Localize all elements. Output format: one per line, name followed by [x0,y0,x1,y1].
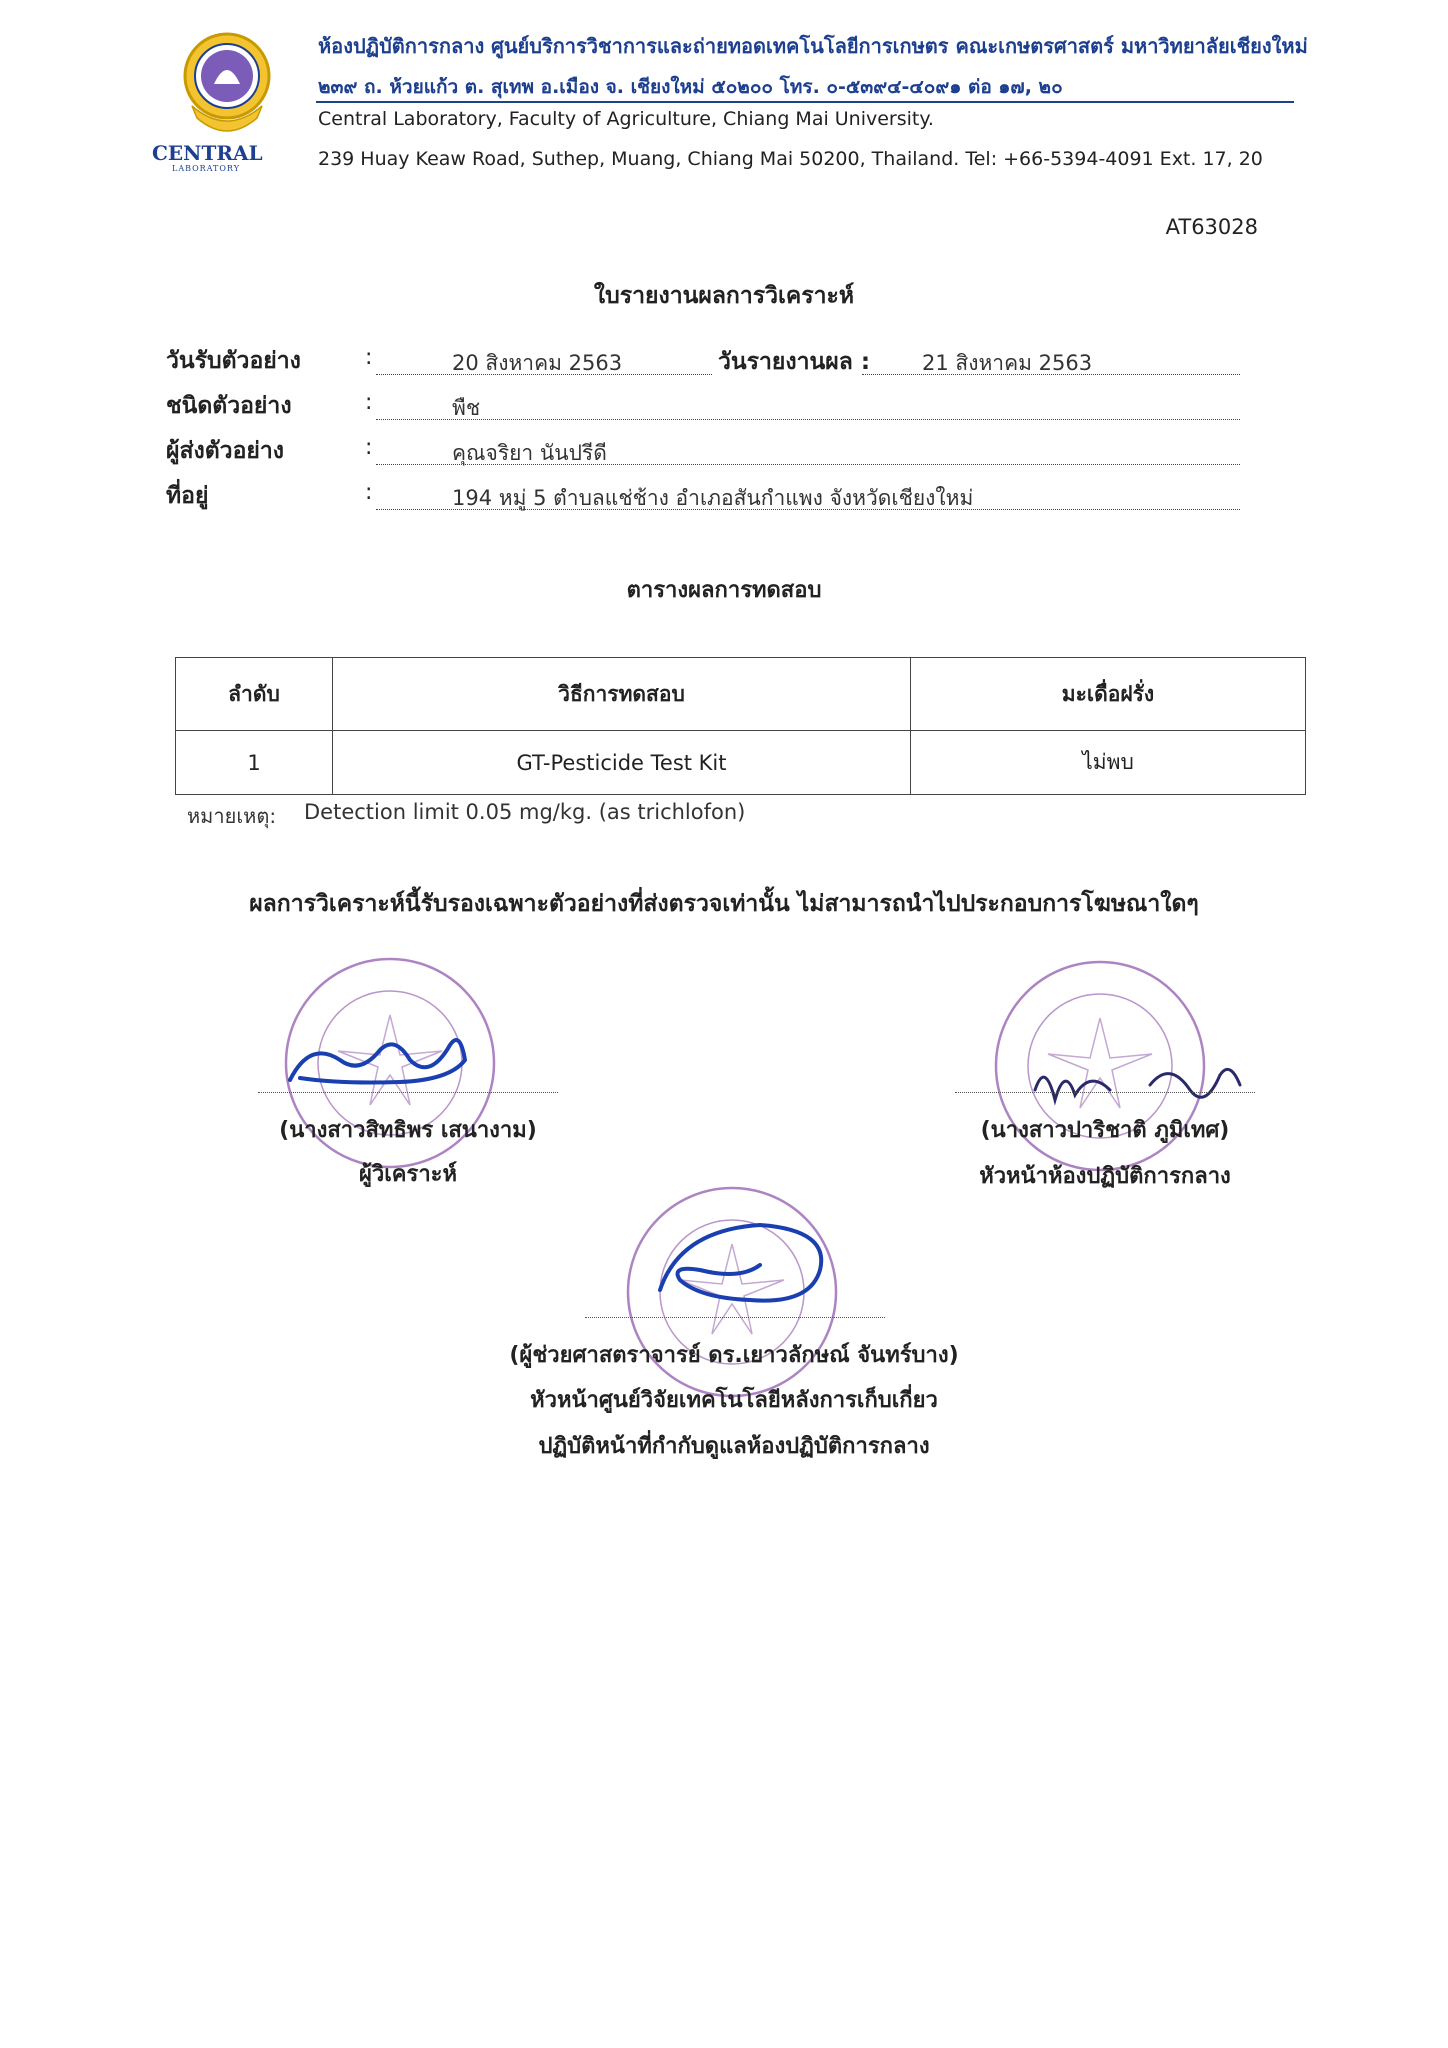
head-role: หัวหน้าห้องปฏิบัติการกลาง [979,1164,1231,1189]
header-cell-sample: มะเดื่อฝรั่ง [911,658,1306,731]
sample-type-label: ชนิดตัวอย่าง [166,393,292,419]
table-row [176,731,1306,795]
signature-line-director [585,1315,885,1318]
sender-value: คุณจริยา นันปรีดี [452,441,607,465]
director-role-line1: หัวหน้าศูนย์วิจัยเทคโนโลยีหลังการเก็บเกี่ยว [530,1388,938,1413]
report-date-label: วันรายงานผล : [718,349,871,375]
signature-head-icon [1030,1040,1250,1120]
lab-logo [152,26,302,176]
analyst-role: ผู้วิเคราะห์ [359,1162,457,1187]
colon: : [365,390,373,415]
received-date-value: 20 สิงหาคม 2563 [452,351,623,375]
director-role-line2: ปฏิบัติหน้าที่กำกับดูแลห้องปฏิบัติการกลาง [538,1434,930,1459]
report-date-line [862,344,1240,375]
note-label: หมายเหตุ: [187,804,277,828]
logo-subtext: LABORATORY [172,164,240,173]
address-label: ที่อยู่ [166,483,209,509]
cell-method: GT-Pesticide Test Kit [333,731,911,795]
header-cell-method: วิธีการทดสอบ [333,658,911,731]
report-title: ใบรายงานผลการวิเคราะห์ [593,283,855,309]
document-id: AT63028 [1165,215,1258,239]
sender-label: ผู้ส่งตัวอย่าง [166,438,285,464]
disclaimer: ผลการวิเคราะห์นี้รับรองเฉพาะตัวอย่างที่ส่งตรวจเท่านั้น ไม่สามารถนำไปประกอบการโฆษณาใดๆ [249,891,1199,917]
signature-analyst-icon [280,1020,480,1100]
header-en-line1: Central Laboratory, Faculty of Agriculture, Chiang Mai University. [318,108,934,130]
analyst-name: (นางสาวสิทธิพร เสนางาม) [279,1118,537,1143]
director-name: (ผู้ช่วยศาสตราจารย์ ดร.เยาวลักษณ์ จันทร์บาง) [509,1343,959,1368]
head-name: (นางสาวปาริชาติ ภูมิเทศ) [980,1118,1230,1143]
signature-director-icon [640,1210,840,1330]
sample-type-value: พืช [452,396,481,420]
sender-line [376,434,1240,465]
signature-line-analyst [258,1090,558,1093]
cell-order: 1 [176,731,333,795]
sample-type-line [376,389,1240,420]
signature-line-head [955,1090,1255,1093]
header-divider [316,101,1294,103]
received-date-label: วันรับตัวอย่าง [166,348,301,374]
received-date-line [376,344,712,375]
note-value: Detection limit 0.05 mg/kg. (as trichlofon) [304,800,746,824]
cell-result: ไม่พบ [911,731,1306,795]
report-date-value: 21 สิงหาคม 2563 [922,351,1093,375]
header-thai-line1: ห้องปฏิบัติการกลาง ศูนย์บริการวิชาการและถ่ายทอดเทคโนโลยีการเกษตร คณะเกษตรศาสตร์ มหาวิทยาลัยเชียงใหม่ [318,34,1308,58]
colon: : [365,345,373,370]
header-thai-line2: ๒๓๙ ถ. ห้วยแก้ว ต. สุเทพ อ.เมือง จ. เชียงใหม่ ๕๐๒๐๐ โทร. ๐-๕๓๙๔-๔๐๙๑ ต่อ ๑๗, ๒๐ [318,76,1063,98]
address-value: 194 หมู่ 5 ตำบลแช่ช้าง อำเภอสันกำแพง จังหวัดเชียงใหม่ [452,486,974,510]
logo-text: CENTRAL [152,141,263,165]
results-table [175,657,1306,795]
table-header-row [176,658,1306,731]
address-line [376,479,1240,510]
colon: : [365,435,373,460]
table-title: ตารางผลการทดสอบ [626,578,822,603]
header-cell-order: ลำดับ [176,658,333,731]
colon: : [365,480,373,505]
header-en-line2: 239 Huay Keaw Road, Suthep, Muang, Chiang Mai 50200, Thailand. Tel: +66-5394-4091 Ext. 17, 20 [318,148,1263,170]
